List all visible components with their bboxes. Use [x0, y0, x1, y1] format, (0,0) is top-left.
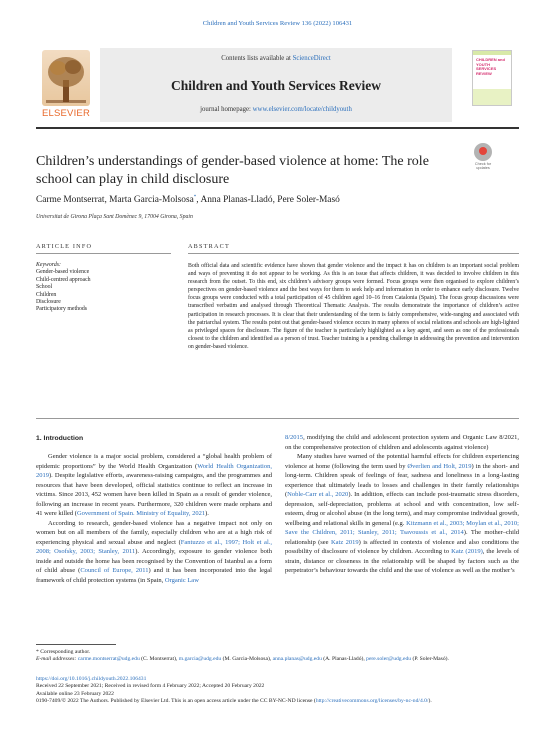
email-link[interactable]: pere.soler@udg.edu — [366, 656, 412, 663]
paper-title: Children’s understandings of gender-based violence at home: The role school can play in child disclosure — [36, 154, 429, 187]
license-link[interactable]: http://creativecommons.org/licenses/by-nc-nd/4.0/ — [315, 698, 429, 705]
section-heading: 1. Introduction — [36, 435, 84, 442]
citation-link[interactable]: Council of Europe, 2011 — [80, 567, 149, 574]
journal-header — [36, 48, 519, 122]
citation-link[interactable]: World Health Organization, 2019 — [36, 462, 272, 479]
body-text: , modifying the child and adolescent protection system and Organic Law 8/2021, on the comprehensive protection of children and adolescents against violence) — [285, 434, 519, 451]
body-text: ) and it has been incorporated into the legal framework of child protection systems (in Spain, — [36, 567, 272, 584]
footnote-rule — [36, 644, 116, 645]
journal-homepage-link[interactable]: www.elsevier.com/locate/childyouth — [252, 106, 352, 113]
cover-title: CHILDREN and YOUTH SERVICES REVIEW — [476, 57, 505, 76]
body-text: ). The mother–child relationship (see — [285, 529, 519, 546]
citation-link[interactable]: Øverlien and Holt, 2019 — [407, 462, 472, 470]
body-text: ). — [205, 510, 209, 517]
footnotes — [36, 649, 519, 664]
keyword: Gender-based violence — [36, 269, 90, 276]
received-dates: Received 22 September 2021; Received in revised form 4 February 2022; Accepted 20 February 2022 — [36, 683, 265, 690]
citation-link[interactable]: Fantuzzo et al., 1997; Holt et al., 2008; Osofsky, 2003; Stanley, 2011 — [36, 538, 273, 555]
elsevier-logo[interactable] — [36, 48, 96, 122]
author-name[interactable]: Carme Montserrat — [36, 195, 105, 206]
check-for-updates-button[interactable] — [469, 143, 497, 173]
corresponding-author-mark[interactable]: * — [193, 195, 197, 200]
citation-link[interactable]: Kitzmann et al., 2003; Moylan et al., 2010; Save the Children, 2011; Stanley, 2011; Tsavoussis et al., 2014 — [285, 519, 519, 536]
keyword: School — [36, 284, 53, 291]
body-paragraph — [285, 452, 519, 576]
doi-link[interactable]: https://doi.org/10.1016/j.childyouth.2022.106431 — [36, 676, 147, 682]
article-info-heading: ARTICLE INFO — [36, 243, 93, 250]
affiliation: Universitat de Girona Plaça Sant Domènec 9, 17004 Girona, Spain — [36, 214, 193, 220]
citation-link[interactable]: Government of Spain. Ministry of Equality, 2021 — [76, 510, 206, 517]
body-text: ). Despite legislative efforts, awareness-raising campaigns, and the programmes and resources that have been developed, official statistics continue to reflect an increase in victims. Since 2013, 452 women have been killed in Spain as a result of gender violence, following an increase in recent years. Furthermore, 320 children were made orphans and 41 were killed ( — [36, 472, 272, 517]
keyword: Child-centred approach — [36, 276, 91, 283]
body-paragraph — [285, 433, 519, 452]
journal-reference[interactable]: Children and Youth Services Review 136 (2022) 106431 — [202, 20, 353, 27]
journal-banner — [100, 48, 452, 122]
author-list: Carme Montserrat, Marta Garcia-Molsosa*, Anna Planas-Lladó, Pere Soler-Masó — [36, 195, 340, 206]
publication-info — [36, 676, 519, 706]
contents-line: Contents lists available at ScienceDirect — [221, 55, 331, 62]
body-paragraph — [36, 519, 272, 586]
abstract-bottom-rule — [36, 418, 519, 419]
homepage-line: journal homepage: www.elsevier.com/locate/childyouth — [200, 106, 352, 113]
author-name[interactable]: Pere Soler-Masó — [277, 195, 340, 206]
body-text: ). In addition, effects can include post-traumatic stress disorders, depression, self-depreciation, problems at school and with concentration, low self-esteem, drug or alcohol abuse (in the long term), and may compromise individual growth, wellbeing and relational skills in general (e.g. — [285, 491, 519, 527]
body-text: ). Accordingly, exposure to gender violence both inside and outside the home has been recognised by the Convention of Istanbul as a form of child abuse ( — [36, 548, 272, 574]
email-link[interactable]: anna.planas@udg.edu — [272, 656, 322, 663]
publisher-name: ELSEVIER — [41, 108, 91, 119]
body-text: Gender violence is a major social problem, considered a “global health problem of epidemic proportions” by the World Health Organization ( — [36, 453, 272, 470]
body-text: According to research, gender-based violence has a negative impact not only on women but on all members of the family, especially children who are at a high risk of experiencing physical and sexual abuse and neglect ( — [36, 519, 272, 546]
header-rule — [36, 127, 519, 129]
citation-link[interactable]: Noble-Carr et al., 2020 — [287, 491, 349, 498]
body-text: Many studies have warned of the potential harmful effects for children experiencing violence at home (following the term used by — [285, 453, 519, 470]
abstract-text: Both official data and scientific evidence have shown that gender violence and the impact it has on children is an important social problem and ways of preventing it do not appear to be working. As this is an issue that affects children, it was decided to involve children in this research from the outset. To this end, six children’s advisory groups were formed. Focus groups were then organised to explore children’s perspectives on gender-based violence and the best ways for them to seek help and information in order to enhance early disclosure. Twelve focus groups were conducted with a total participation of 45 children aged 10–16 from Catalonia (Spain). The focus group discussions were transcribed verbatim and analysed through Theoretical Thematic Analysis. The results demonstrate the importance of children’s active participation in research processes. It is clear that their understanding of the term is fairly comprehensive, wide-ranging and associated with the patriarchal system. The results point out that gender-based violence occurs in many spheres of social relations and schools are high-lighted as privileged spaces for disclosure. The figure of the teacher is particularly highlighted as a key agent, and seen as one of the professionals closest to the children and identified as a person of trust. Teacher training is a pending challenge in addressing the prevention and intervention on gender-based violence. — [188, 263, 519, 350]
article-info-rule — [36, 253, 171, 254]
citation-link[interactable]: Katz (2019) — [451, 548, 483, 555]
cover-image — [472, 50, 512, 106]
available-online: Available online 23 February 2022 — [36, 690, 114, 697]
author-name[interactable]: Marta Garcia-Molsosa — [109, 195, 194, 206]
journal-title: Children and Youth Services Review — [170, 78, 381, 93]
email-line: E-mail addresses: carme.montserrat@udg.edu (C. Montserrat), m.garcia@udg.edu (M. Garcia-Molsosa), anna.planas@udg.edu (A. Planas-Lladó), pere.soler@udg.edu (P. Soler-Masó). — [36, 656, 449, 663]
body-paragraph — [36, 452, 272, 519]
elsevier-tree-icon — [42, 50, 90, 106]
keyword: Children — [36, 291, 57, 298]
email-link[interactable]: m.garcia@udg.edu — [178, 656, 222, 663]
keyword: Disclosure — [36, 299, 61, 306]
right-column — [285, 433, 519, 576]
abstract-heading: ABSTRACT — [188, 243, 230, 250]
corresponding-note: * Corresponding author. — [36, 649, 91, 655]
check-updates-icon — [474, 143, 492, 161]
email-link[interactable]: carme.montserrat@udg.edu — [77, 656, 140, 663]
body-text: ) is affected in contexts of violence and also conditions the possibility of disclosure of violence by children. According to — [285, 538, 519, 555]
check-updates-label: Check for updates — [474, 162, 492, 171]
left-column — [36, 452, 272, 585]
body-text: ) in the short- and long-term. Children speak of feelings of fear, sadness and loneliness in a long-lasting experience that ultimately leads to losses and challenges in their family relationships ( — [285, 462, 520, 498]
author-name[interactable]: Anna Planas-Lladó — [200, 195, 273, 206]
sciencedirect-link[interactable]: ScienceDirect — [292, 55, 331, 62]
keywords-list — [36, 262, 166, 314]
citation-link[interactable]: 8/2015 — [285, 434, 304, 441]
keywords-label: Keywords: — [36, 262, 61, 268]
citation-link[interactable]: Organic Law — [164, 576, 199, 584]
journal-cover[interactable] — [466, 48, 519, 122]
citation-link[interactable]: Katz 2019 — [330, 538, 359, 546]
license-line: 0190-7409/© 2022 The Authors. Published by Elsevier Ltd. This is an open access article under the CC BY-NC-ND license (http://creativecommons.org/licenses/by-nc-nd/4.0/). — [36, 698, 432, 705]
abstract-rule — [188, 253, 519, 254]
keyword: Participatory methods — [36, 306, 88, 313]
body-text: , the levels of strain, distance or closeness in the relationship will be shaped by factors such as the perpetrator’s behaviour towards the child and the use of violence as well as the mother’s — [285, 548, 519, 574]
